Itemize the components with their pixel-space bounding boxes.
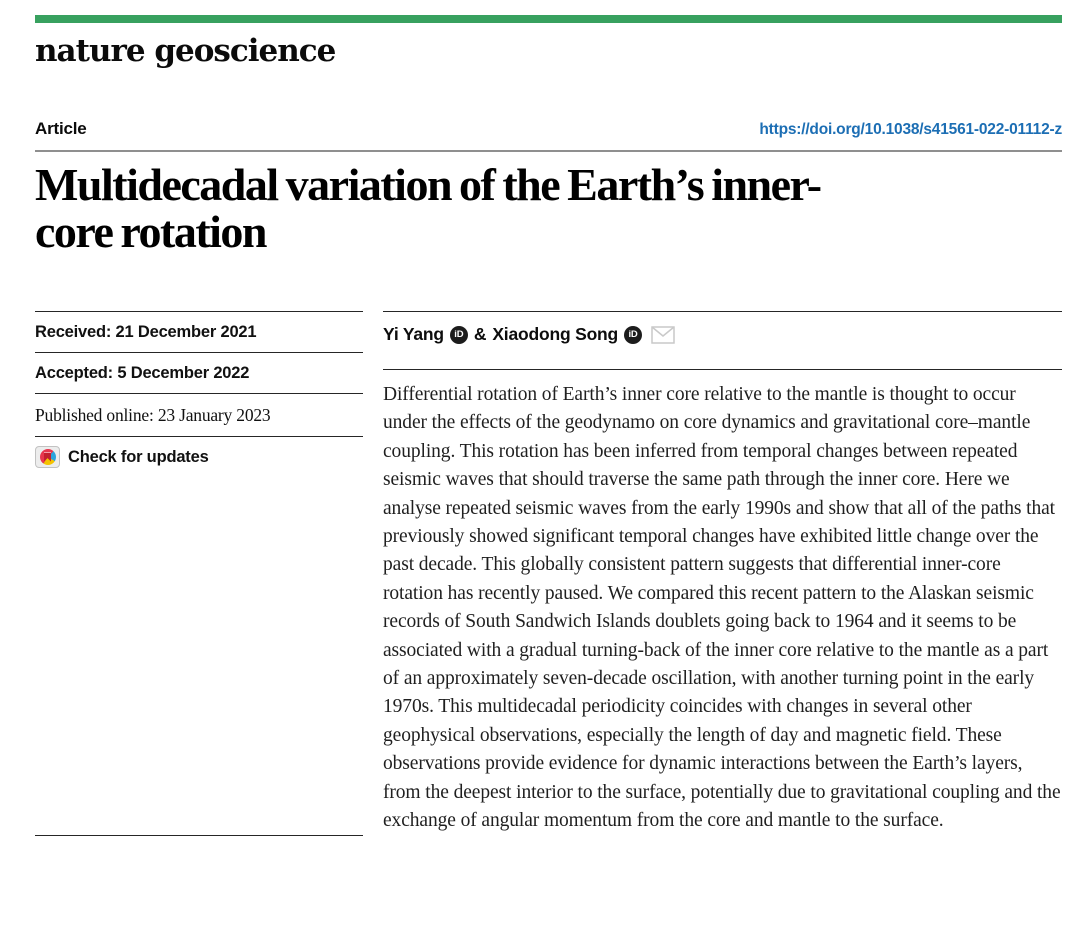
- published-value: 23 January 2023: [157, 405, 271, 425]
- accepted-date-row: [35, 352, 363, 393]
- accepted-label: Accepted:: [35, 364, 113, 382]
- journal-logo: nature geoscience: [35, 33, 336, 69]
- email-icon[interactable]: [651, 326, 675, 344]
- author-name[interactable]: Xiaodong Song: [492, 324, 619, 344]
- author-separator: &: [473, 324, 487, 344]
- article-meta-column: [35, 311, 363, 836]
- received-value: 21 December 2021: [115, 323, 257, 341]
- content-columns: [35, 311, 1062, 836]
- published-label: Published online:: [35, 405, 154, 425]
- received-label: Received:: [35, 323, 112, 341]
- accepted-value: 5 December 2022: [117, 364, 250, 382]
- published-date-row: [35, 393, 363, 436]
- authors-line: [383, 311, 1062, 369]
- orcid-icon[interactable]: iD: [624, 326, 642, 344]
- received-date-row: [35, 311, 363, 352]
- header-divider: [35, 150, 1062, 152]
- brand-accent-bar: [35, 15, 1062, 23]
- crossmark-icon: [35, 446, 60, 468]
- article-header: [35, 119, 1062, 139]
- article-body-column: [383, 311, 1062, 836]
- article-type-label: Article: [35, 119, 87, 138]
- orcid-icon[interactable]: iD: [450, 326, 468, 344]
- check-for-updates-label: Check for updates: [68, 447, 209, 466]
- abstract-text: Differential rotation of Earth’s inner core relative to the mantle is thought to occur under the effects of the geodynamo on core dynamics and gravitational core–mantle coupling. This rotation has been inferred from temporal changes between repeated seismic waves that should traverse the same path through the inner core. Here we analyse repeated seismic waves from the early 1990s and show that all of the paths that previously showed significant temporal changes have exhibited little change over the past decade. This globally consistent pattern suggests that differential inner-core rotation has recently paused. We compared this recent pattern to the Alaskan seismic records of South Sandwich Islands doublets going back to 1964 and it seems to be associated with a gradual turning-back of the inner core relative to the mantle as a part of an approximately seven-decade oscillation, with another turning point in the early 1970s. This multidecadal periodicity coincides with changes in several other geophysical observations, especially the length of day and magnetic field. These observations provide evidence for dynamic interactions between the Earth’s layers, from the deepest interior to the surface, potentially due to gravitational coupling and the exchange of angular momentum from the core and mantle to the surface.: [383, 369, 1062, 836]
- doi-link[interactable]: https://doi.org/10.1038/s41561-022-01112-z: [759, 121, 1062, 138]
- paper-title: Multidecadal variation of the Earth’s inner-core rotation: [35, 159, 821, 257]
- check-for-updates-button[interactable]: [35, 436, 363, 477]
- author-name[interactable]: Yi Yang: [383, 324, 444, 344]
